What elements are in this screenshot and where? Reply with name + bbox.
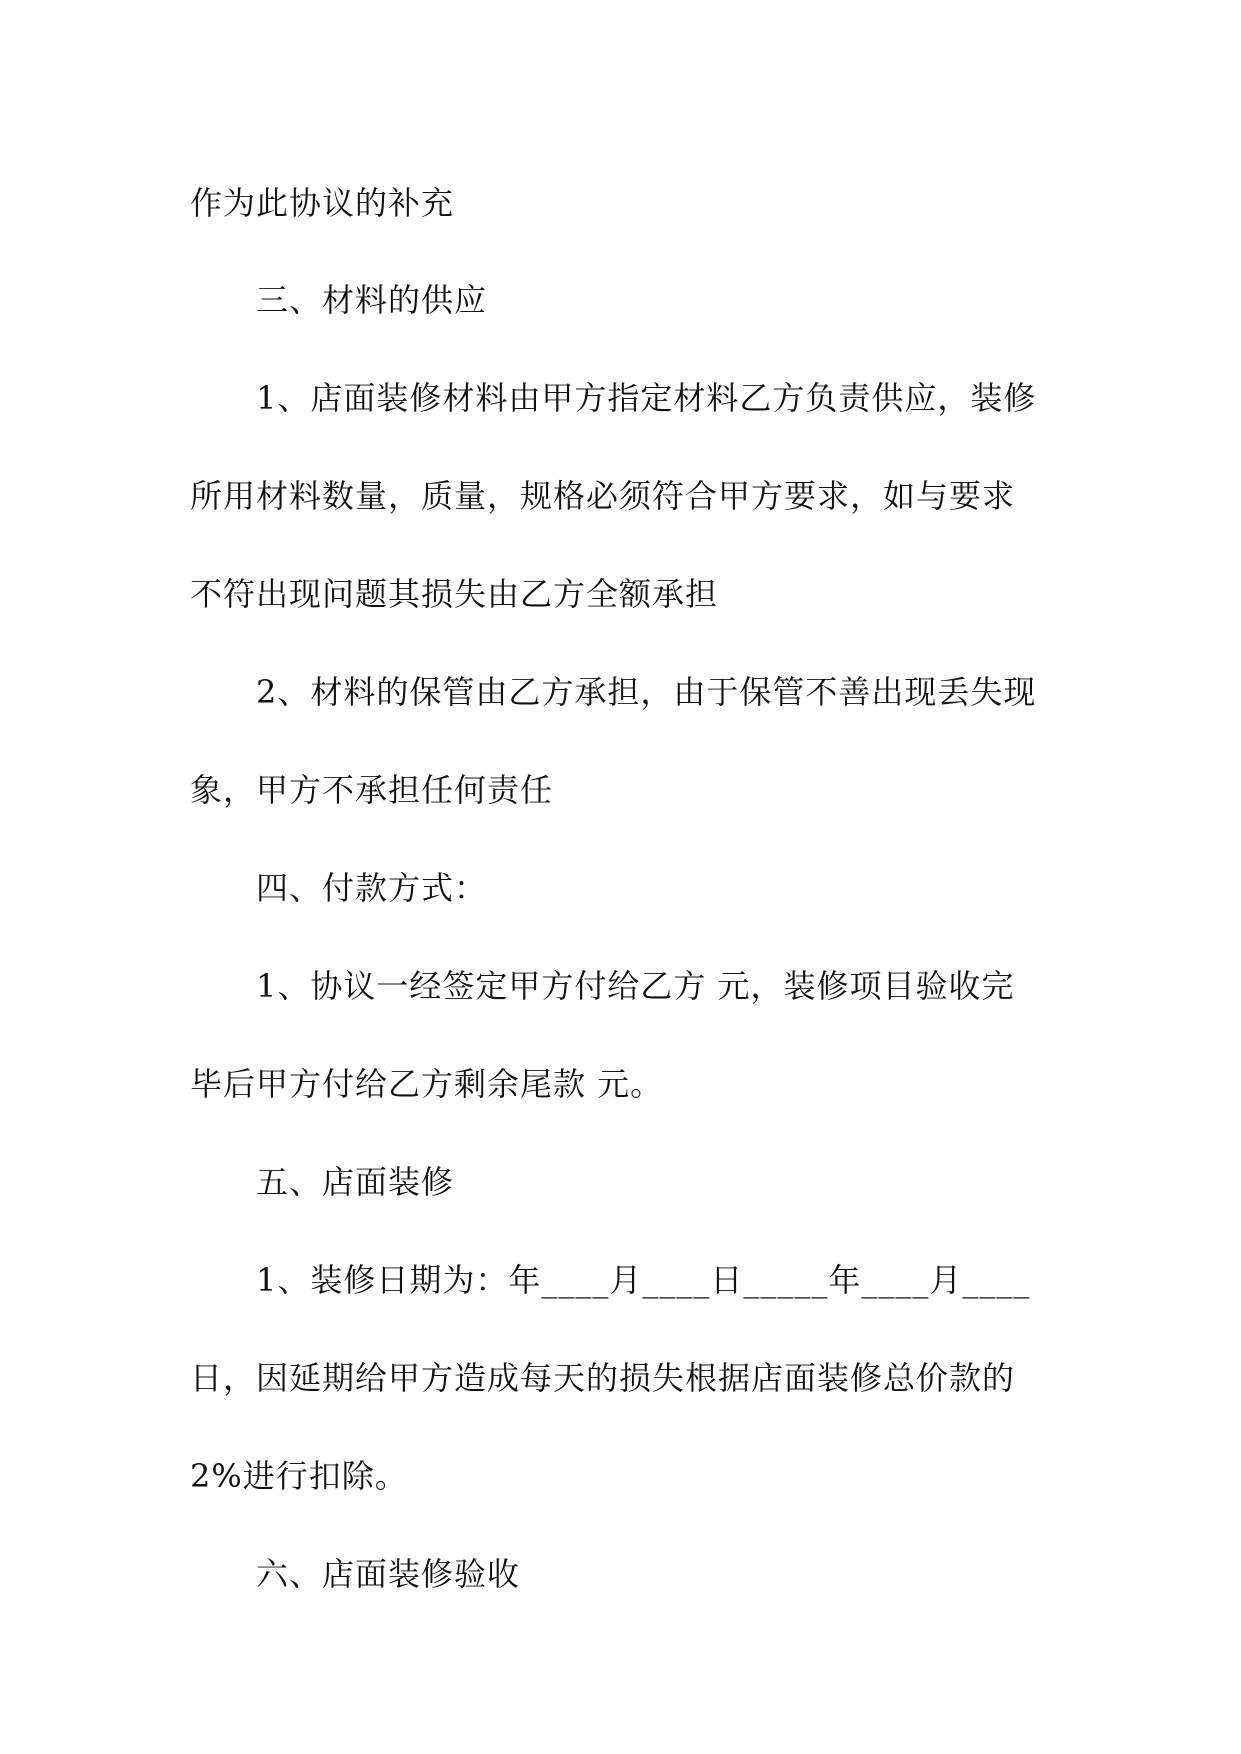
paragraph-line: 1、装修日期为：年____月____日_____年____月____ [256, 1261, 1031, 1299]
paragraph-line: 不符出现问题其损失由乙方全额承担 [190, 575, 719, 613]
section-heading: 四、付款方式： [256, 869, 488, 907]
paragraph-line: 作为此协议的补充 [190, 184, 455, 222]
section-heading: 六、店面装修验收 [256, 1555, 521, 1593]
section-heading: 三、材料的供应 [256, 281, 488, 319]
section-heading: 五、店面装修 [256, 1163, 455, 1201]
paragraph-line: 2、材料的保管由乙方承担，由于保管不善出现丢失现 [256, 673, 1037, 711]
paragraph-line: 2%进行扣除。 [190, 1457, 408, 1495]
paragraph-line: 1、店面装修材料由甲方指定材料乙方负责供应，装修 [256, 379, 1037, 417]
paragraph-line: 1、协议一经签定甲方付给乙方 元，装修项目验收完 [256, 967, 1015, 1005]
paragraph-line: 毕后甲方付给乙方剩余尾款 元。 [190, 1065, 664, 1103]
paragraph-line: 所用材料数量，质量，规格必须符合甲方要求，如与要求 [190, 477, 1016, 515]
paragraph-line: 象，甲方不承担任何责任 [190, 771, 554, 809]
paragraph-line: 日，因延期给甲方造成每天的损失根据店面装修总价款的 [190, 1359, 1016, 1397]
